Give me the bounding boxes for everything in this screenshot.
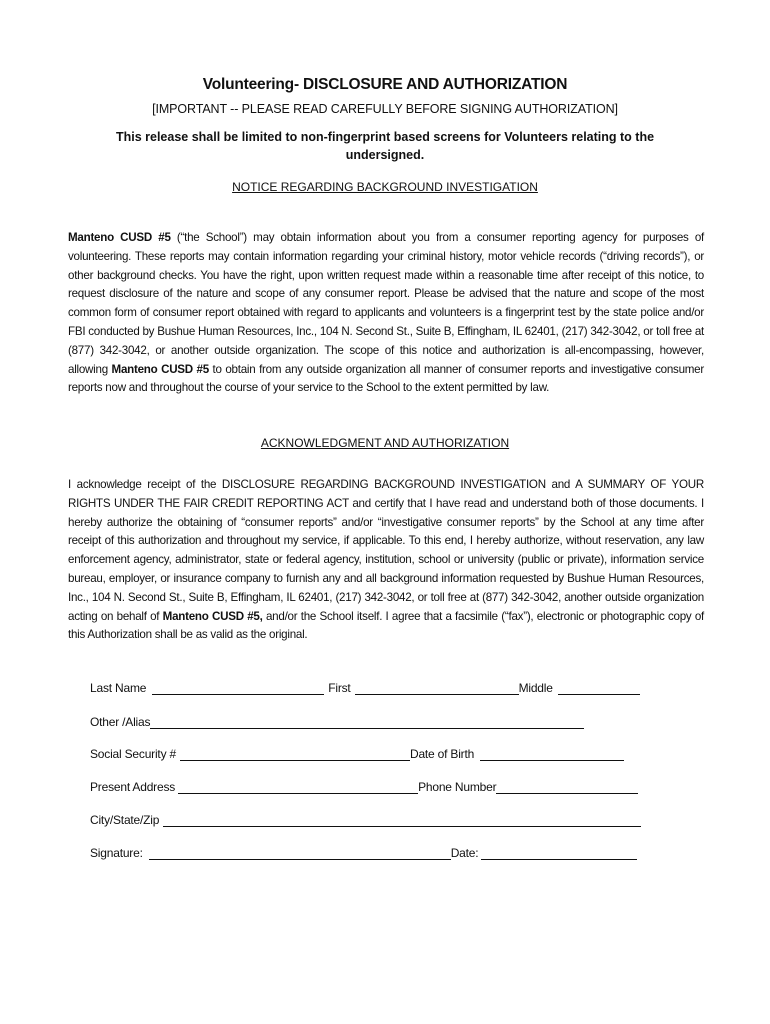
acknowledgment-text-2: and/or the School itself. I agree that a facsimile (“fax”), electronic or photographic copy of this Authorization shall be as valid as the original. <box>68 609 704 642</box>
middle-name-label: Middle <box>518 681 553 695</box>
last-name-label: Last Name <box>90 681 147 695</box>
present-address-field[interactable] <box>178 780 418 794</box>
ssn-field[interactable] <box>180 747 410 761</box>
important-note: [IMPORTANT -- PLEASE READ CAREFULLY BEFORE SIGNING AUTHORIZATION] <box>152 102 618 116</box>
acknowledgment-paragraph <box>68 476 704 645</box>
acknowledgment-text-1: I acknowledge receipt of the DISCLOSURE REGARDING BACKGROUND INVESTIGATION and A SUMMARY OF YOUR RIGHTS UNDER THE FAIR CREDIT REPORTING ACT and certify that I have read and understand both of those documents. I hereby authorize the obtaining of “consumer reports” and/or “investigative consumer reports” by the School at any time after receipt of this authorization and throughout my service, if applicable. To this end, I hereby authorize, without reservation, any law enforcement agency, administrator, state or federal agency, institution, school or university (public or private), information service bureau, employer, or insurance company to furnish any and all background information requested by Bushue Human Resources, Inc., 104 N. Second St., Suite B, Effingham, IL 62401, (217) 342-3042, or toll free at (877) 342-3042, another outside organization acting on behalf of <box>68 478 704 623</box>
city-state-zip-field[interactable] <box>163 813 641 827</box>
present-address-label: Present Address <box>90 780 176 794</box>
document-title: Volunteering- DISCLOSURE AND AUTHORIZATION <box>202 76 568 93</box>
address-row <box>90 776 638 794</box>
signature-label: Signature: <box>90 846 143 860</box>
other-alias-label: Other /Alias <box>90 715 151 729</box>
date-label: Date: <box>450 846 479 860</box>
school-name: Manteno CUSD #5 <box>111 362 209 376</box>
city-state-zip-label: City/State/Zip <box>90 813 160 827</box>
notice-heading: NOTICE REGARDING BACKGROUND INVESTIGATION <box>232 180 538 194</box>
city-row <box>90 809 641 827</box>
first-name-field[interactable] <box>355 681 519 695</box>
ssn-row <box>90 743 624 761</box>
last-name-field[interactable] <box>152 681 324 695</box>
alias-row <box>90 711 584 729</box>
ssn-label: Social Security # <box>90 747 176 761</box>
acknowledgment-heading: ACKNOWLEDGMENT AND AUTHORIZATION <box>260 436 510 450</box>
phone-number-label: Phone Number <box>418 780 497 794</box>
release-statement: This release shall be limited to non-fingerprint based screens for Volunteers relating to the undersigned. <box>115 130 655 162</box>
signature-date-field[interactable] <box>481 846 637 860</box>
name-row <box>90 677 640 695</box>
school-name: Manteno CUSD #5, <box>162 609 263 623</box>
date-of-birth-label: Date of Birth <box>409 747 475 761</box>
signature-row <box>90 842 637 860</box>
date-of-birth-field[interactable] <box>480 747 624 761</box>
middle-name-field[interactable] <box>558 681 640 695</box>
notice-paragraph <box>68 229 704 398</box>
signature-field[interactable] <box>149 846 451 860</box>
phone-number-field[interactable] <box>496 780 638 794</box>
first-name-label: First <box>328 681 351 695</box>
notice-text-1: (“the School”) may obtain information about you from a consumer reporting agency for purposes of volunteering. These reports may contain information regarding your criminal history, motor vehicle records (“driving records”), or other background checks. You have the right, upon written request made within a reasonable time after receipt of this notice, to request disclosure of the nature and scope of any consumer report. Please be advised that the nature and scope of the most common form of consumer report obtained with regard to applicants and volunteers is a fingerprint test by the state police and/or FBI conducted by Bushue Human Resources, Inc., 104 N. Second St., Suite B, Effingham, IL 62401, (217) 342-3042, or toll free at (877) 342-3042, or another outside organization. The scope of this notice and authorization is all-encompassing, however, allowing <box>68 231 704 376</box>
school-name: Manteno CUSD #5 <box>68 231 171 244</box>
notice-text-2: to obtain from any outside organization all manner of consumer reports and investigative consumer reports now and throughout the course of your service to the School to the extent permitted by law. <box>68 362 704 395</box>
other-alias-field[interactable] <box>150 715 584 729</box>
